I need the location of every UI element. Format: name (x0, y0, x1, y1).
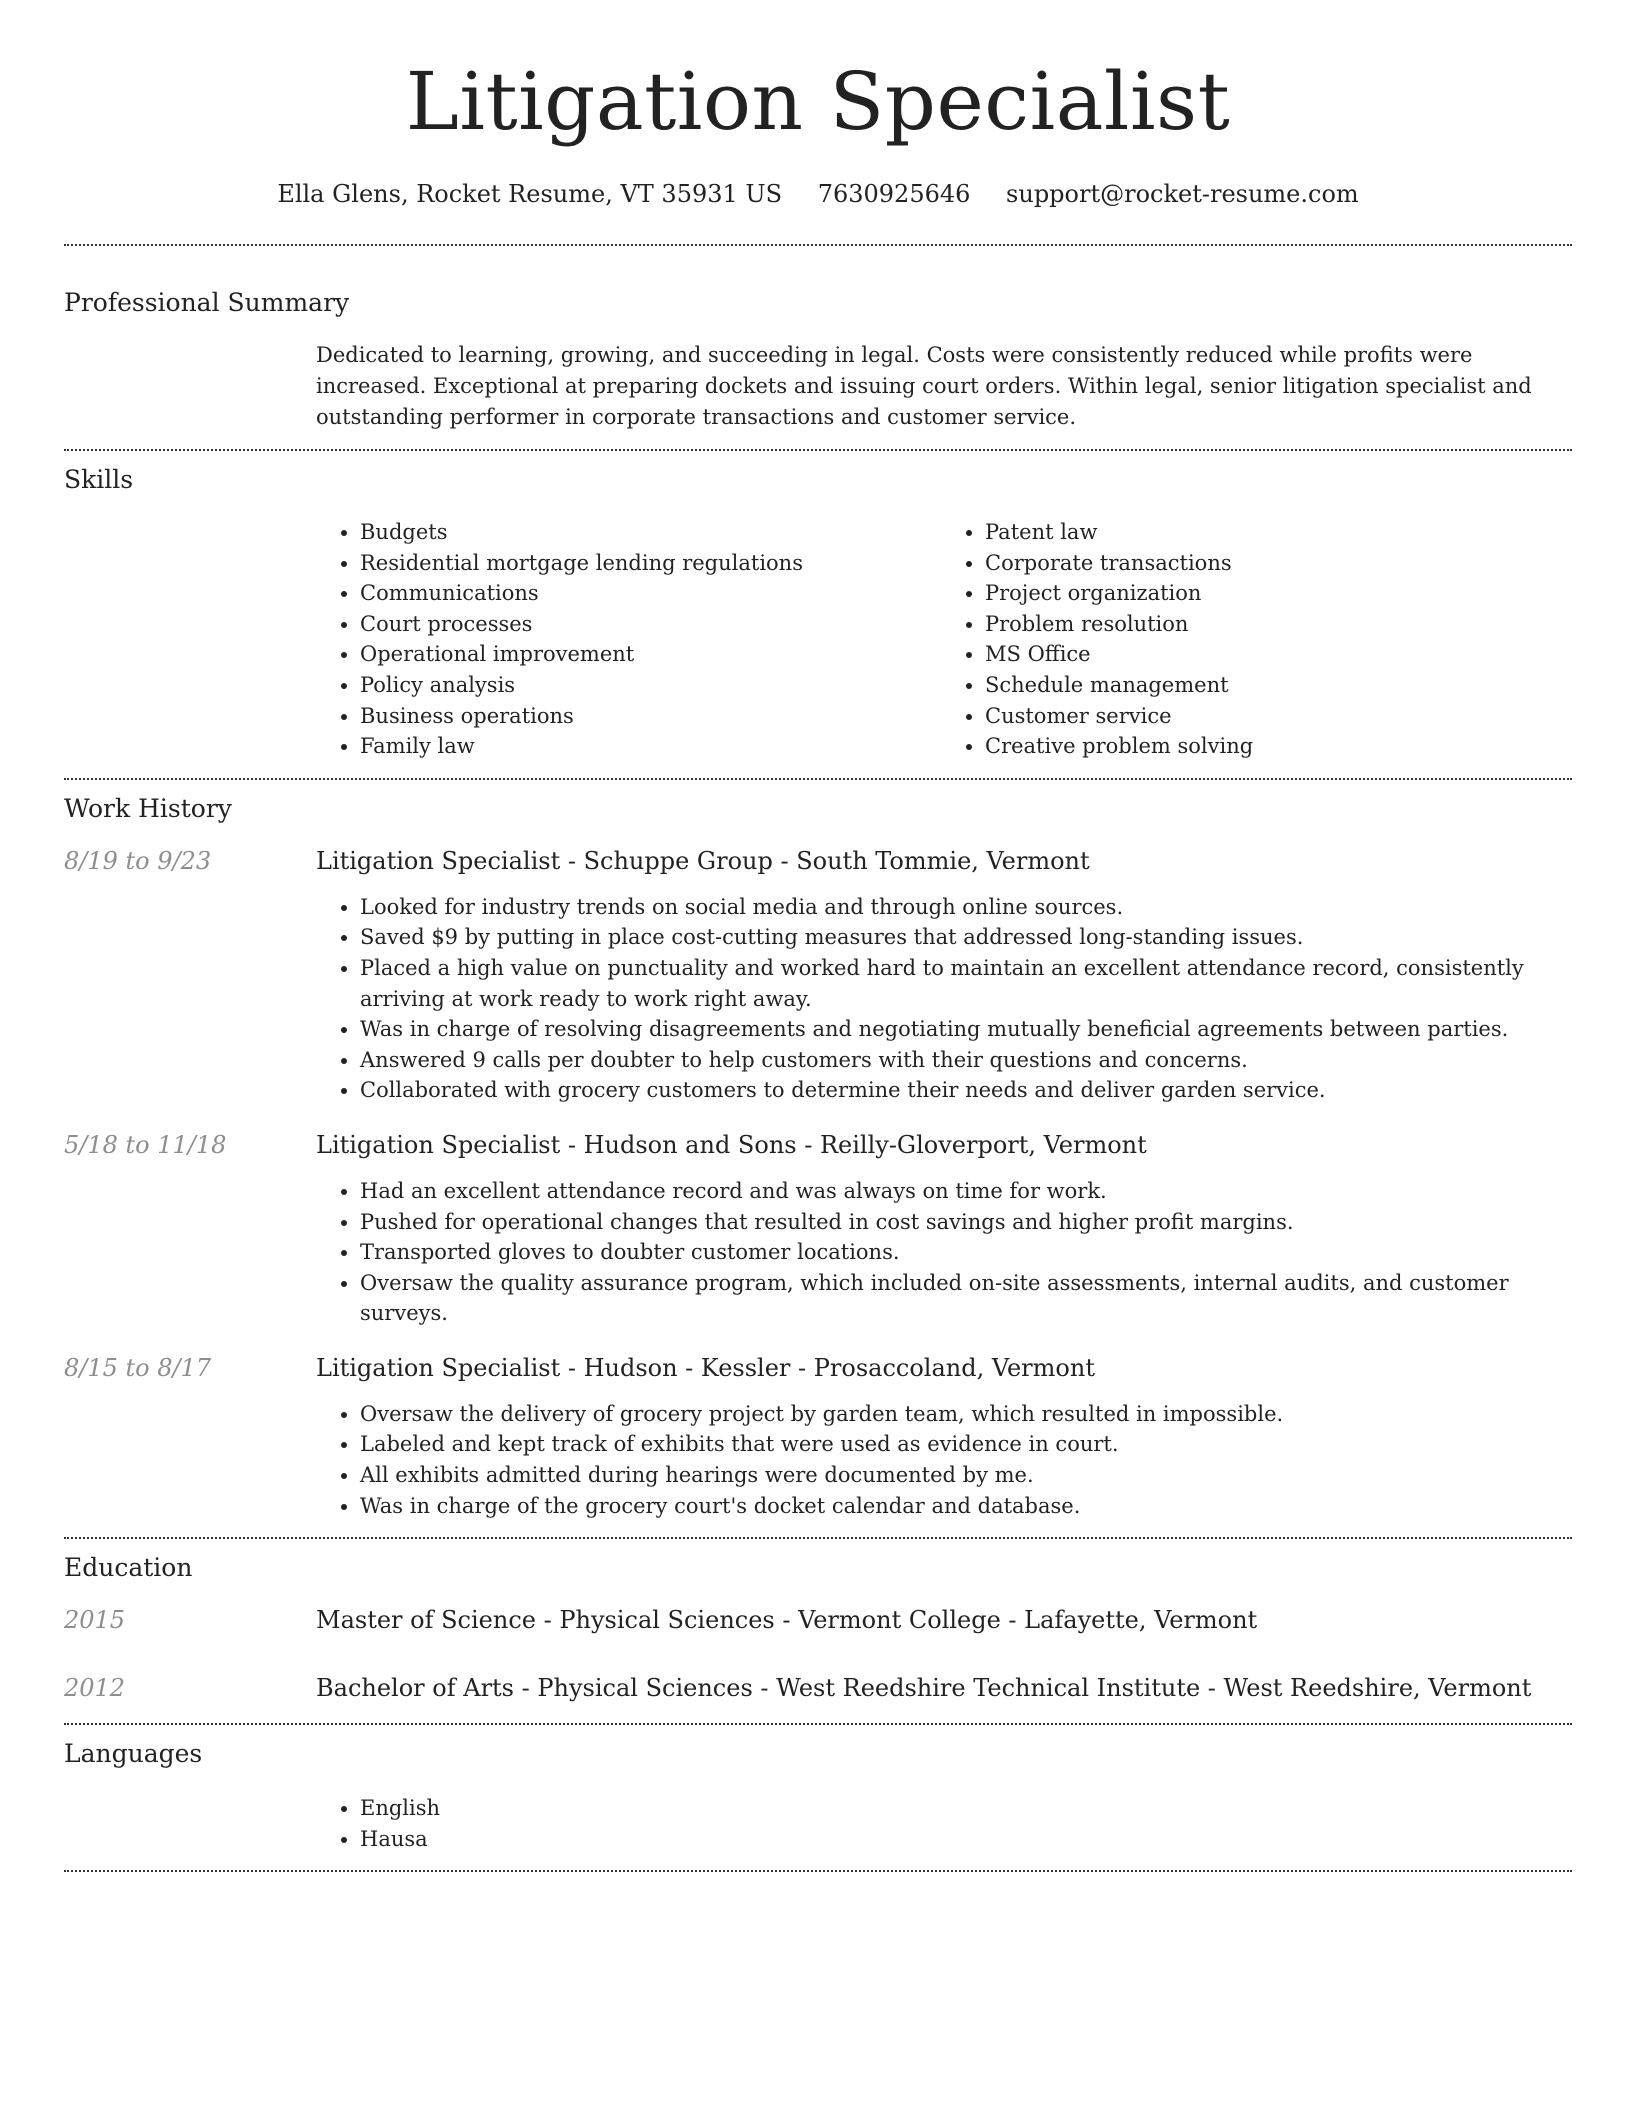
education-section (64, 1551, 1572, 1705)
job-bullet: • All exhibits admitted during hearings were documented by me. (360, 1460, 1572, 1491)
education-year: 2012 (64, 1674, 126, 1703)
job-bullet: • Oversaw the quality assurance program, which included on-site assessments, internal audits, and customer surveys. (360, 1268, 1572, 1329)
skills-section (64, 463, 1572, 762)
skill-item: • Problem resolution (985, 609, 1566, 640)
languages-section (64, 1737, 1572, 1854)
job-entry (64, 844, 1572, 1106)
job-dates: 5/18 to 11/18 (64, 1130, 227, 1159)
contact-line (64, 178, 1572, 210)
skill-item: • Corporate transactions (985, 548, 1566, 579)
contact-address: Ella Glens, Rocket Resume, VT 35931 US (277, 180, 783, 208)
summary-section (64, 286, 1572, 433)
skill-item: • Patent law (985, 517, 1566, 548)
job-bullets (316, 892, 1572, 1106)
skill-item: • Creative problem solving (985, 731, 1566, 762)
job-bullet: • Looked for industry trends on social media and through online sources. (360, 892, 1572, 923)
job-bullet: • Collaborated with grocery customers to determine their needs and deliver garden service. (360, 1075, 1572, 1106)
education-year: 2015 (64, 1606, 126, 1635)
job-bullet: • Was in charge of the grocery court's docket calendar and database. (360, 1491, 1572, 1522)
skill-item: • MS Office (985, 639, 1566, 670)
divider (64, 449, 1572, 451)
skills-list-left (316, 517, 941, 762)
job-entry (64, 1351, 1572, 1521)
education-degree: Master of Science - Physical Sciences - Vermont College - Lafayette, Vermont (316, 1606, 1258, 1635)
job-title: Litigation Specialist - Hudson and Sons - Reilly-Gloverport, Vermont (316, 1130, 1147, 1159)
summary-text: Dedicated to learning, growing, and succeeding in legal. Costs were consistently reduced while profits were increased. Exceptional at preparing dockets and issuing court orders. Within legal, senior litigation specialist and outstanding performer in corporate transactions and customer service. (316, 343, 1532, 429)
skill-item: • Policy analysis (360, 670, 941, 701)
job-bullet: • Had an excellent attendance record and was always on time for work. (360, 1176, 1572, 1207)
job-bullet: • Was in charge of resolving disagreements and negotiating mutually beneficial agreements between parties. (360, 1014, 1572, 1045)
skills-heading: Skills (64, 465, 134, 494)
languages-list (316, 1793, 1566, 1854)
skill-item: • Project organization (985, 578, 1566, 609)
work-section (64, 792, 1572, 1522)
languages-heading: Languages (64, 1739, 203, 1769)
job-dates: 8/15 to 8/17 (64, 1353, 212, 1382)
resume-title: Litigation Specialist (405, 55, 1231, 148)
job-bullet: • Saved $9 by putting in place cost-cutting measures that addressed long-standing issues. (360, 922, 1572, 953)
education-entry (64, 1671, 1572, 1705)
language-item: • Hausa (360, 1824, 1566, 1855)
divider (64, 1723, 1572, 1725)
skill-item: • Business operations (360, 701, 941, 732)
education-entry (64, 1603, 1572, 1637)
job-title: Litigation Specialist - Hudson - Kessler - Prosaccoland, Vermont (316, 1353, 1095, 1382)
skill-item: • Court processes (360, 609, 941, 640)
job-list (64, 844, 1572, 1522)
job-bullet: • Placed a high value on punctuality and worked hard to maintain an excellent attendance record, consistently arriving at work ready to work right away. (360, 953, 1572, 1014)
job-bullet: • Oversaw the delivery of grocery project by garden team, which resulted in impossible. (360, 1399, 1572, 1430)
divider (64, 778, 1572, 780)
skill-item: • Budgets (360, 517, 941, 548)
job-bullets (316, 1176, 1572, 1329)
skills-list-right (941, 517, 1566, 762)
skill-item: • Residential mortgage lending regulations (360, 548, 941, 579)
contact-phone: 7630925646 (817, 180, 971, 208)
skill-item: • Operational improvement (360, 639, 941, 670)
job-bullet: • Answered 9 calls per doubter to help customers with their questions and concerns. (360, 1045, 1572, 1076)
contact-email: support@rocket-resume.com (1006, 180, 1359, 208)
summary-heading: Professional Summary (64, 288, 350, 317)
education-degree: Bachelor of Arts - Physical Sciences - West Reedshire Technical Institute - West Reedshire, Vermont (316, 1674, 1532, 1703)
work-heading: Work History (64, 793, 232, 823)
education-heading: Education (64, 1553, 193, 1583)
divider (64, 244, 1572, 246)
job-title: Litigation Specialist - Schuppe Group - South Tommie, Vermont (316, 846, 1090, 875)
job-bullet: • Transported gloves to doubter customer locations. (360, 1237, 1572, 1268)
language-item: • English (360, 1793, 1566, 1824)
job-bullet: • Labeled and kept track of exhibits that were used as evidence in court. (360, 1429, 1572, 1460)
skill-item: • Family law (360, 731, 941, 762)
job-dates: 8/19 to 9/23 (64, 846, 212, 875)
job-entry (64, 1128, 1572, 1329)
divider (64, 1870, 1572, 1872)
skill-item: • Schedule management (985, 670, 1566, 701)
job-bullet: • Pushed for operational changes that resulted in cost savings and higher profit margins. (360, 1207, 1572, 1238)
skill-item: • Customer service (985, 701, 1566, 732)
skill-item: • Communications (360, 578, 941, 609)
education-list (64, 1603, 1572, 1705)
job-bullets (316, 1399, 1572, 1521)
divider (64, 1537, 1572, 1539)
resume-page (64, 0, 1572, 1872)
